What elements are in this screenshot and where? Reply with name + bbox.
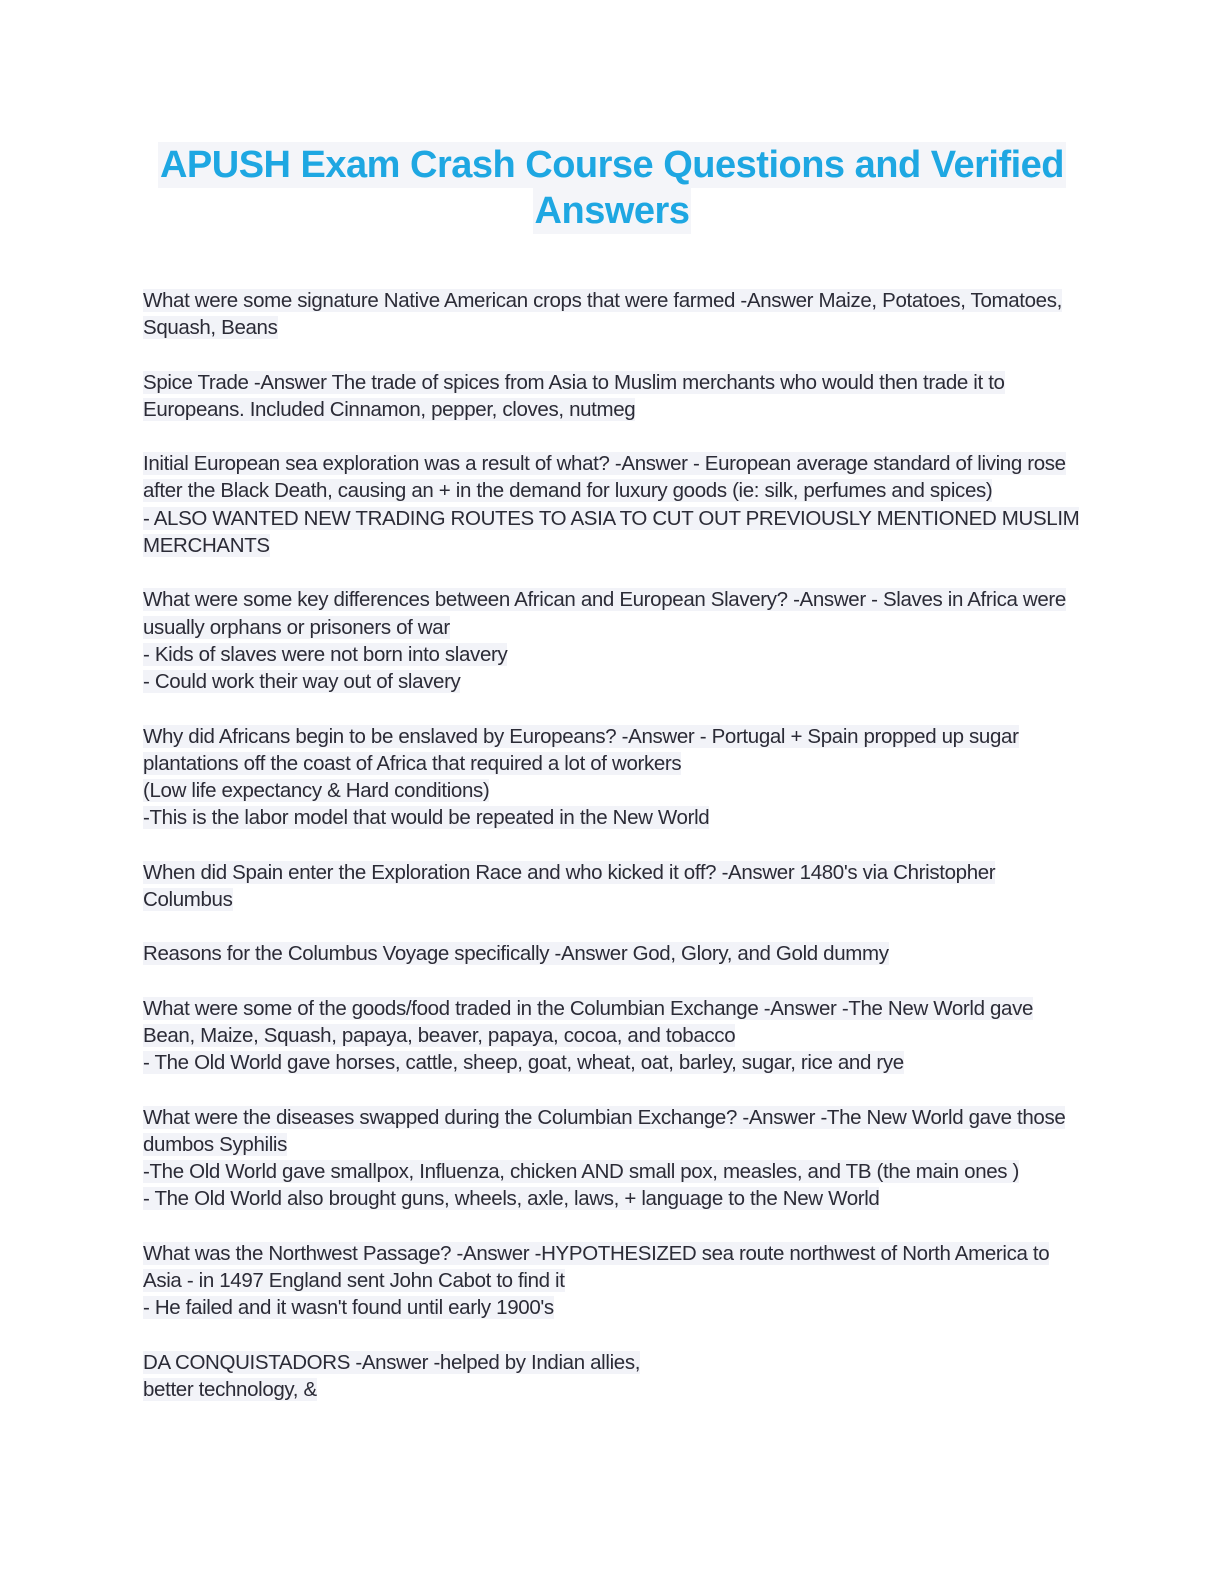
qa-line: after the Black Death, causing an + in the demand for luxury goods (ie: silk, perfumes and spices): [143, 479, 993, 503]
qa-line: Why did Africans begin to be enslaved by Europeans? -Answer - Portugal + Spain propped up sugar: [143, 724, 1019, 748]
qa-line: Bean, Maize, Squash, papaya, beaver, papaya, cocoa, and tobacco: [143, 1023, 736, 1047]
qa-line: MERCHANTS: [143, 534, 270, 558]
qa-item: [143, 450, 1103, 559]
qa-line: - The Old World also brought guns, wheels, axle, laws, + language to the New World: [143, 1187, 880, 1211]
qa-line: -The Old World gave smallpox, Influenza, chicken AND small pox, measles, and TB (the main ones ): [143, 1160, 1020, 1184]
qa-item: [143, 1104, 1103, 1213]
qa-line: - Kids of slaves were not born into slavery: [143, 642, 508, 666]
qa-item: [143, 369, 1103, 424]
qa-line: When did Spain enter the Exploration Race and who kicked it off? -Answer 1480's via Christopher: [143, 860, 996, 884]
qa-line: What was the Northwest Passage? -Answer -HYPOTHESIZED sea route northwest of North America to: [143, 1241, 1050, 1265]
qa-line: better technology, &: [143, 1377, 317, 1401]
title-line-1: APUSH Exam Crash Course Questions and Verified: [159, 144, 1065, 186]
qa-item: [143, 586, 1103, 695]
qa-line: What were the diseases swapped during the Columbian Exchange? -Answer -The New World gave those: [143, 1105, 1066, 1129]
qa-item: [143, 723, 1103, 832]
qa-item: [143, 1349, 1103, 1404]
qa-line: Asia - in 1497 England sent John Cabot to find it: [143, 1269, 565, 1293]
qa-line: Europeans. Included Cinnamon, pepper, cloves, nutmeg: [143, 397, 636, 421]
qa-item: [143, 859, 1103, 914]
title-line-2: Answers: [534, 190, 690, 232]
qa-item: [143, 940, 1103, 967]
qa-line: - The Old World gave horses, cattle, sheep, goat, wheat, oat, barley, sugar, rice and rye: [143, 1051, 904, 1075]
qa-line: (Low life expectancy & Hard conditions): [143, 779, 490, 803]
document-title: [0, 142, 1224, 234]
qa-line: plantations off the coast of Africa that required a lot of workers: [143, 751, 682, 775]
qa-line: usually orphans or prisoners of war: [143, 615, 450, 639]
qa-line: - He failed and it wasn't found until early 1900's: [143, 1296, 554, 1320]
qa-line: - ALSO WANTED NEW TRADING ROUTES TO ASIA TO CUT OUT PREVIOUSLY MENTIONED MUSLIM: [143, 506, 1080, 530]
qa-line: Reasons for the Columbus Voyage specifically -Answer God, Glory, and Gold dummy: [143, 942, 889, 966]
qa-item: [143, 995, 1103, 1077]
qa-line: - Could work their way out of slavery: [143, 670, 461, 694]
qa-line: Spice Trade -Answer The trade of spices from Asia to Muslim merchants who would then trade it to: [143, 370, 1005, 394]
qa-line: -This is the labor model that would be repeated in the New World: [143, 806, 710, 830]
qa-list: [143, 287, 1103, 1430]
qa-line: What were some signature Native American crops that were farmed -Answer Maize, Potatoes, Tomatoes,: [143, 289, 1062, 312]
qa-item: [143, 287, 1103, 342]
qa-item: [143, 1240, 1103, 1322]
qa-line: Columbus: [143, 888, 233, 912]
qa-line: Squash, Beans: [143, 316, 278, 340]
qa-line: DA CONQUISTADORS -Answer -helped by Indian allies,: [143, 1350, 641, 1374]
qa-line: What were some of the goods/food traded in the Columbian Exchange -Answer -The New World gave: [143, 996, 1034, 1020]
qa-line: dumbos Syphilis: [143, 1132, 288, 1156]
qa-line: What were some key differences between African and European Slavery? -Answer - Slaves in Africa were: [143, 588, 1066, 612]
qa-line: Initial European sea exploration was a result of what? -Answer - European average standard of living rose: [143, 452, 1066, 476]
